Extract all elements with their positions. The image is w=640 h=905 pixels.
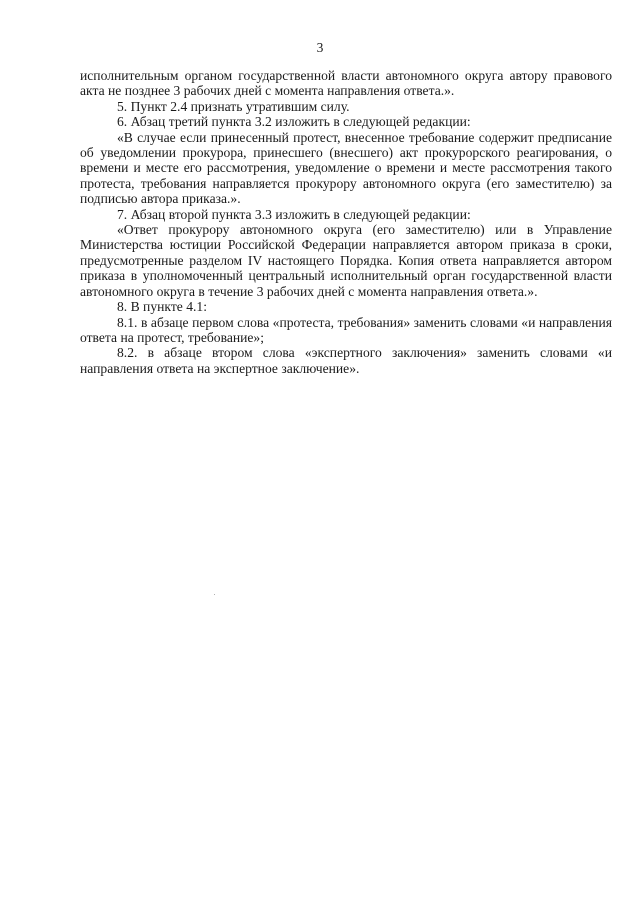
paragraph-item-6: 6. Абзац третий пункта 3.2 изложить в следующей редакции: (117, 114, 471, 130)
paragraph-item-5: 5. Пункт 2.4 признать утратившим силу. (117, 98, 350, 114)
paragraph-continuation: исполнительным органом государственной власти автономного округа автору правового акта не позднее 3 рабочих дней с момента направления ответа.». (80, 68, 612, 99)
scan-speck (214, 594, 215, 595)
paragraph-item-8: 8. В пункте 4.1: (117, 299, 207, 315)
paragraph-item-8-2: 8.2. в абзаце втором слова «экспертного заключения» заменить словами «и направления ответа на экспертное заключение». (80, 345, 612, 376)
paragraph-quote-3-2: «В случае если принесенный протест, внесенное требование содержит предписание об уведомлении прокурора, принесшего (внесшего) акт прокурорского реагирования, о времени и месте его рассмотрения, уведомление о времени и месте рассмотрения такого протеста, требования направляется прокурору автономного округа (его заместителю) за подписью автора приказа.». (80, 129, 612, 207)
page-number: 3 (316, 40, 324, 55)
document-body (80, 68, 612, 376)
paragraph-item-7: 7. Абзац второй пункта 3.3 изложить в следующей редакции: (117, 206, 471, 222)
paragraph-quote-3-3: «Ответ прокурору автономного округа (его заместителю) или в Управление Министерства юстиции Российской Федерации направляется автором приказа в сроки, предусмотренные разделом IV настоящего Порядка. Копия ответа направляется автором приказа в уполномоченный центральный исполнительный орган государственной власти автономного округа в течение 3 рабочих дней с момента направления ответа.». (80, 222, 612, 299)
paragraph-item-8-1: 8.1. в абзаце первом слова «протеста, требования» заменить словами «и направления ответа на протест, требование»; (80, 314, 612, 345)
